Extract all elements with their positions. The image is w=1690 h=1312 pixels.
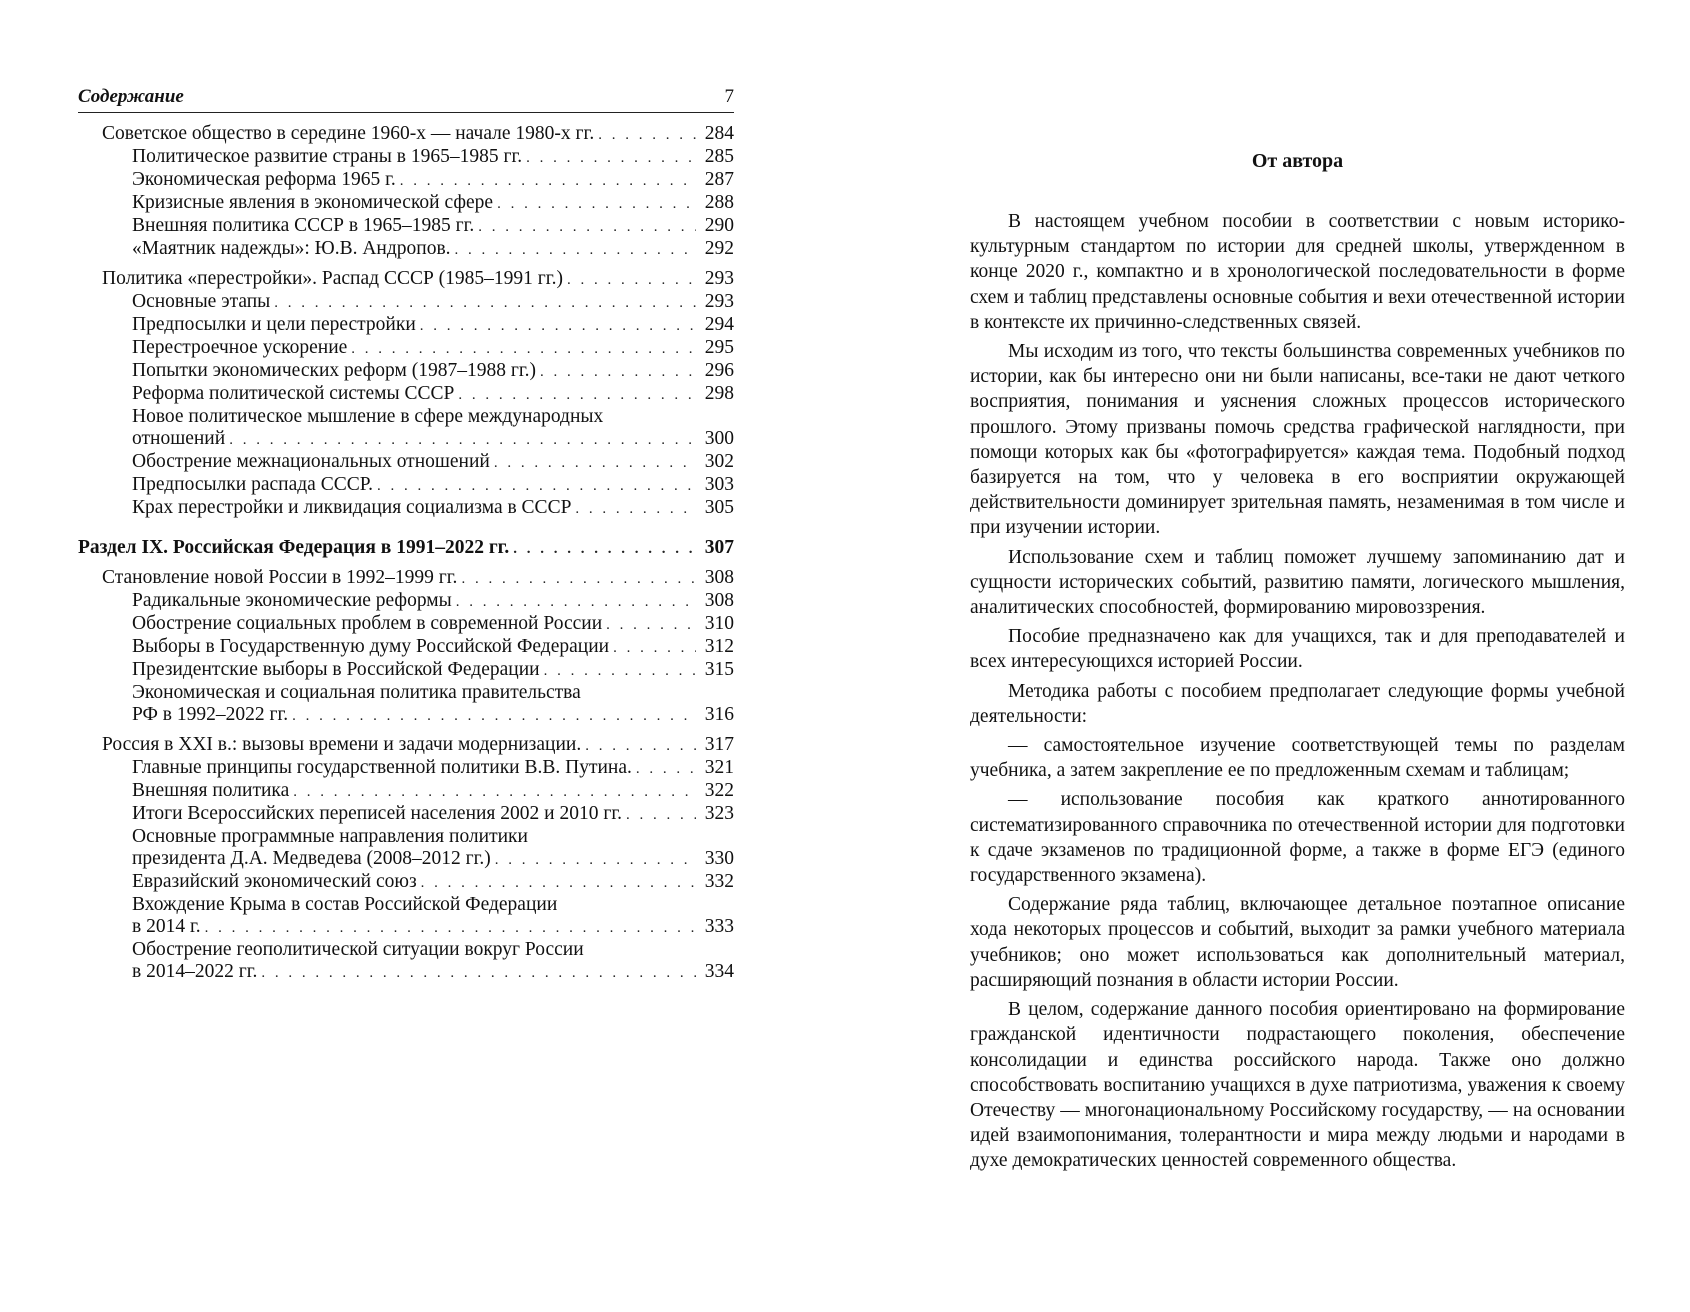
toc-page-number: 316 [704, 704, 734, 725]
toc-entry [78, 659, 734, 682]
toc-page-number: 296 [704, 360, 734, 381]
toc-entry [78, 916, 734, 939]
toc-page-number: 293 [704, 291, 734, 312]
toc-entry [78, 123, 734, 146]
toc-entry-title: отношений [132, 428, 226, 449]
toc-page-number: 287 [704, 169, 734, 190]
preface-body [970, 209, 1625, 1174]
preface-paragraph: Использование схем и таблиц поможет лучшему запоминанию дат и сущности исторических событий, развитию памяти, логического мышления, аналитических способностей, формированию мировоззрения. [970, 546, 1625, 619]
toc-page-number: 321 [704, 757, 734, 778]
toc-entry [78, 961, 734, 984]
toc-leader-dots [261, 962, 696, 984]
toc-entry-title: в 2014 г. [132, 916, 201, 937]
toc-leader-dots [478, 216, 696, 238]
toc-entry-title: Перестроечное ускорение [132, 337, 348, 358]
toc-leader-dots [540, 361, 696, 383]
toc-entry-line: Новое политическое мышление в сфере международных [132, 406, 604, 427]
toc-leader-dots [585, 735, 696, 757]
toc-page-number: 295 [704, 337, 734, 358]
left-page [78, 86, 734, 984]
toc-page-number: 285 [704, 146, 734, 167]
toc-entry [78, 169, 734, 192]
toc-leader-dots [205, 917, 696, 939]
toc-leader-dots [494, 452, 696, 474]
toc-entry [78, 590, 734, 613]
toc-leader-dots [229, 429, 696, 451]
toc-page-number: 332 [704, 871, 734, 892]
toc-page-number: 308 [704, 567, 734, 588]
toc-leader-dots [495, 849, 696, 871]
toc-entry-title: Обострение социальных проблем в современной России [132, 613, 603, 634]
toc-leader-dots [613, 637, 696, 659]
toc-entry-title: Раздел IX. Российская Федерация в 1991–2022 гг. [78, 537, 510, 558]
toc-entry-title: Советское общество в середине 1960-х — начале 1980-х гг. [102, 123, 595, 144]
toc-entry-title: Россия в XXI в.: вызовы времени и задачи модернизации. [102, 734, 582, 755]
toc-entry-title: Предпосылки и цели перестройки [132, 314, 416, 335]
toc-entry [78, 734, 734, 757]
toc-page-number: 334 [704, 961, 734, 982]
toc-leader-dots [421, 872, 696, 894]
toc-leader-dots [456, 591, 696, 613]
toc-leader-dots [575, 498, 696, 520]
toc-page-number: 298 [704, 383, 734, 404]
toc-page-number: 302 [704, 451, 734, 472]
preface-paragraph: В целом, содержание данного пособия ориентировано на формирование гражданской идентичности подрастающего поколения, обеспечение консолидации и единства российского народа. Также оно должно способствовать воспитанию учащихся в духе патриотизма, уважения к своему Отечеству — многонациональному Российскому государству, — на основании идей взаимопонимания, толерантности и мира между людьми и народами в духе демократических ценностей современного общества. [970, 999, 1625, 1172]
toc-page-number: 292 [704, 238, 734, 259]
right-page [970, 150, 1625, 1178]
toc-entry-title: Президентские выборы в Российской Федерации [132, 659, 540, 680]
table-of-contents [78, 123, 734, 984]
toc-leader-dots [606, 614, 696, 636]
toc-entry [78, 238, 734, 261]
toc-entry-title: президента Д.А. Медведева (2008–2012 гг.) [132, 848, 491, 869]
preface-paragraph: — самостоятельное изучение соответствующей темы по разделам учебника, а затем закрепление ее по предложенным схемам и таблицам; [970, 735, 1625, 782]
preface-paragraph: В настоящем учебном пособии в соответствии с новым историко-культурным стандартом по истории для средней школы, утвержденном в конце 2020 г., компактно и в хронологической последовательности в форме схем и таблиц представлены основные события и вехи отечественной истории в контексте их причинно-следственных связей. [970, 211, 1625, 333]
toc-entry-title: Итоги Всероссийских переписей населения 2002 и 2010 гг. [132, 803, 623, 824]
toc-page-number: 308 [704, 590, 734, 611]
toc-entry [78, 848, 734, 871]
toc-leader-dots [293, 781, 696, 803]
toc-entry-title: Становление новой России в 1992–1999 гг. [102, 567, 458, 588]
toc-page-number: 305 [704, 497, 734, 518]
toc-leader-dots [513, 538, 696, 560]
toc-entry-line: Основные программные направления политики [132, 826, 528, 847]
toc-entry [78, 146, 734, 169]
toc-entry-title: Внешняя политика СССР в 1965–1985 гг. [132, 215, 475, 236]
toc-entry [78, 428, 734, 451]
toc-leader-dots [461, 568, 696, 590]
toc-entry [78, 215, 734, 238]
toc-entry-title: Евразийский экономический союз [132, 871, 417, 892]
toc-entry [78, 803, 734, 826]
toc-entry [78, 314, 734, 337]
toc-leader-dots [526, 147, 696, 169]
toc-leader-dots [400, 170, 696, 192]
toc-entry [78, 636, 734, 659]
toc-entry [78, 192, 734, 215]
toc-entry-title: Предпосылки распада СССР. [132, 474, 373, 495]
toc-page-number: 307 [704, 537, 734, 558]
running-head [78, 86, 734, 113]
toc-entry-title: Основные этапы [132, 291, 271, 312]
toc-page-number: 310 [704, 613, 734, 634]
toc-entry-title: Кризисные явления в экономической сфере [132, 192, 494, 213]
toc-page-number: 333 [704, 916, 734, 937]
toc-entry-title: Выборы в Государственную думу Российской Федерации [132, 636, 610, 657]
toc-entry-title: Политика «перестройки». Распад СССР (1985–1991 гг.) [102, 268, 563, 289]
preface-paragraph: Пособие предназначено как для учащихся, так и для преподавателей и всех интересующихся историей России. [970, 626, 1625, 673]
toc-leader-dots [455, 239, 696, 261]
toc-leader-dots [567, 269, 696, 291]
toc-leader-dots [274, 292, 696, 314]
toc-entry [78, 871, 734, 894]
toc-entry-title: Крах перестройки и ликвидация социализма в СССР [132, 497, 572, 518]
toc-entry-title: Радикальные экономические реформы [132, 590, 452, 611]
toc-entry [78, 537, 734, 560]
toc-entry [78, 360, 734, 383]
toc-page-number: 315 [704, 659, 734, 680]
toc-entry-title: Обострение межнациональных отношений [132, 451, 490, 472]
toc-entry-line: Вхождение Крыма в состав Российской Федерации [132, 894, 558, 915]
toc-page-number: 323 [704, 803, 734, 824]
preface-title: От автора [1251, 150, 1344, 172]
preface-paragraph: Содержание ряда таблиц, включающее детальное поэтапное описание хода некоторых процессов и событий, выходит за рамки учебного материала учебников; оно может использоваться как дополнительный материал, расширяющий познания в области истории России. [970, 894, 1625, 991]
toc-entry [78, 383, 734, 406]
toc-leader-dots [377, 475, 696, 497]
toc-leader-dots [458, 384, 696, 406]
toc-page-number: 312 [704, 636, 734, 657]
toc-entry [78, 497, 734, 520]
preface-paragraph: — использование пособия как краткого аннотированного систематизированного справочника по отечественной истории для подготовки к сдаче экзаменов по традиционной форме, а также в форме ЕГЭ (единого государственного экзамена). [970, 789, 1625, 887]
toc-entry [78, 451, 734, 474]
preface-paragraph: Мы исходим из того, что тексты большинства современных учебников по истории, как бы интересно они ни были написаны, все-таки не дают четкого восприятия, понимания и уяснения сложных процессов исторического прошлого. Этому призваны помочь средства графической наглядности, при помощи которых как бы «фотографируется» каждая тема. Подобный подход базируется на том, что у человека в его восприятии окружающей действительности доминирует зрительная память, незаменимая в том числе и при изучении истории. [970, 341, 1625, 539]
toc-entry-title: Попытки экономических реформ (1987–1988 гг.) [132, 360, 536, 381]
toc-page-number: 303 [704, 474, 734, 495]
toc-page-number: 330 [704, 848, 734, 869]
toc-page-number: 293 [704, 268, 734, 289]
toc-entry [78, 613, 734, 636]
toc-entry-title: в 2014–2022 гг. [132, 961, 258, 982]
toc-entry [78, 704, 734, 727]
running-head-title: Содержание [78, 86, 184, 107]
toc-entry-title: Главные принципы государственной политики В.В. Путина. [132, 757, 632, 778]
toc-entry-title: Экономическая реформа 1965 г. [132, 169, 396, 190]
toc-entry [78, 337, 734, 360]
toc-entry [78, 567, 734, 590]
toc-entry-line: Обострение геополитической ситуации вокруг России [132, 939, 584, 960]
toc-leader-dots [292, 705, 696, 727]
toc-page-number: 290 [704, 215, 734, 236]
toc-entry-line: Экономическая и социальная политика правительства [132, 682, 581, 703]
page-number: 7 [724, 86, 734, 107]
toc-leader-dots [598, 124, 696, 146]
toc-page-number: 300 [704, 428, 734, 449]
toc-page-number: 317 [704, 734, 734, 755]
toc-leader-dots [497, 193, 696, 215]
toc-leader-dots [420, 315, 696, 337]
toc-page-number: 288 [704, 192, 734, 213]
toc-leader-dots [544, 660, 696, 682]
toc-entry-title: РФ в 1992–2022 гг. [132, 704, 289, 725]
toc-entry [78, 291, 734, 314]
toc-page-number: 284 [704, 123, 734, 144]
toc-leader-dots [351, 338, 696, 360]
toc-entry-title: Реформа политической системы СССР [132, 383, 455, 404]
toc-entry [78, 780, 734, 803]
toc-entry [78, 268, 734, 291]
toc-entry-title: «Маятник надежды»: Ю.В. Андропов. [132, 238, 451, 259]
toc-entry-title: Внешняя политика [132, 780, 290, 801]
toc-entry [78, 757, 734, 780]
preface-paragraph: Методика работы с пособием предполагает следующие формы учебной деятельности: [970, 680, 1625, 727]
toc-leader-dots [636, 758, 696, 780]
toc-page-number: 322 [704, 780, 734, 801]
toc-entry [78, 474, 734, 497]
toc-entry-title: Политическое развитие страны в 1965–1985 гг. [132, 146, 523, 167]
toc-page-number: 294 [704, 314, 734, 335]
toc-leader-dots [626, 804, 696, 826]
